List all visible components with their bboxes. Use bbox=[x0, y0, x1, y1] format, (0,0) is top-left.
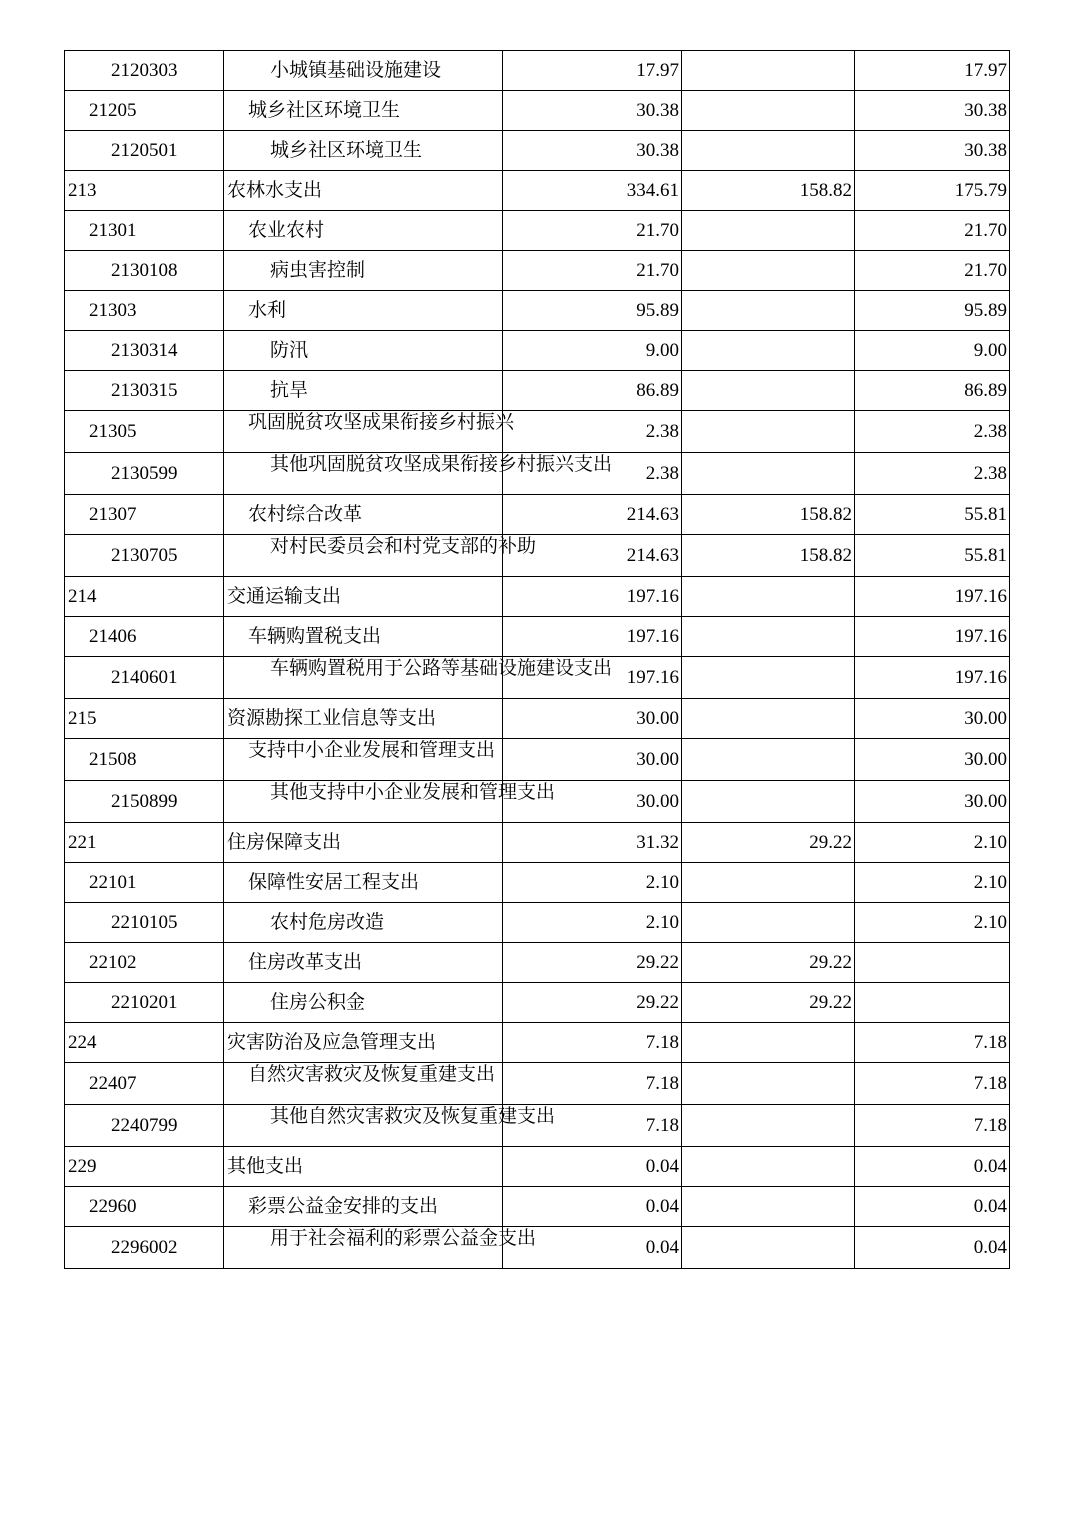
account-name-text: 对村民委员会和村党支部的补助 bbox=[270, 536, 537, 557]
account-name: 城乡社区环境卫生 bbox=[224, 91, 503, 131]
account-name: 车辆购置税支出 bbox=[224, 617, 503, 657]
basic-expenditure-amount bbox=[682, 699, 855, 739]
account-name bbox=[224, 1063, 503, 1105]
account-name: 彩票公益金安排的支出 bbox=[224, 1187, 503, 1227]
account-code: 215 bbox=[65, 699, 224, 739]
account-name: 农村危房改造 bbox=[224, 903, 503, 943]
table-row bbox=[65, 1227, 1010, 1269]
table-row bbox=[65, 331, 1010, 371]
basic-expenditure-amount: 29.22 bbox=[682, 943, 855, 983]
account-name: 农林水支出 bbox=[224, 171, 503, 211]
table-row bbox=[65, 51, 1010, 91]
total-amount: 30.00 bbox=[503, 781, 682, 823]
table-row bbox=[65, 211, 1010, 251]
project-expenditure-amount: 2.10 bbox=[855, 863, 1010, 903]
basic-expenditure-amount bbox=[682, 781, 855, 823]
account-name: 交通运输支出 bbox=[224, 577, 503, 617]
basic-expenditure-amount bbox=[682, 131, 855, 171]
account-code: 21303 bbox=[65, 291, 224, 331]
account-code: 2120501 bbox=[65, 131, 224, 171]
account-code: 21305 bbox=[65, 411, 224, 453]
account-code: 213 bbox=[65, 171, 224, 211]
table-row bbox=[65, 535, 1010, 577]
project-expenditure-amount: 2.10 bbox=[855, 823, 1010, 863]
basic-expenditure-amount bbox=[682, 1187, 855, 1227]
account-name: 其他支出 bbox=[224, 1147, 503, 1187]
total-amount: 0.04 bbox=[503, 1227, 682, 1269]
project-expenditure-amount: 197.16 bbox=[855, 617, 1010, 657]
account-name: 水利 bbox=[224, 291, 503, 331]
basic-expenditure-amount bbox=[682, 1227, 855, 1269]
table-row bbox=[65, 1105, 1010, 1147]
account-name: 保障性安居工程支出 bbox=[224, 863, 503, 903]
total-amount: 334.61 bbox=[503, 171, 682, 211]
account-code: 221 bbox=[65, 823, 224, 863]
account-name: 住房改革支出 bbox=[224, 943, 503, 983]
basic-expenditure-amount bbox=[682, 1063, 855, 1105]
table-row bbox=[65, 577, 1010, 617]
account-code: 2140601 bbox=[65, 657, 224, 699]
total-amount: 21.70 bbox=[503, 211, 682, 251]
table-row bbox=[65, 823, 1010, 863]
account-code: 2130314 bbox=[65, 331, 224, 371]
account-name: 农村综合改革 bbox=[224, 495, 503, 535]
table-row bbox=[65, 91, 1010, 131]
total-amount: 7.18 bbox=[503, 1023, 682, 1063]
table-row bbox=[65, 617, 1010, 657]
table-row bbox=[65, 781, 1010, 823]
project-expenditure-amount: 2.38 bbox=[855, 411, 1010, 453]
account-name: 灾害防治及应急管理支出 bbox=[224, 1023, 503, 1063]
project-expenditure-amount: 17.97 bbox=[855, 51, 1010, 91]
basic-expenditure-amount bbox=[682, 863, 855, 903]
account-name-text: 自然灾害救灾及恢复重建支出 bbox=[248, 1064, 496, 1085]
account-name: 资源勘探工业信息等支出 bbox=[224, 699, 503, 739]
basic-expenditure-amount bbox=[682, 331, 855, 371]
project-expenditure-amount: 0.04 bbox=[855, 1187, 1010, 1227]
table-row bbox=[65, 495, 1010, 535]
account-code: 224 bbox=[65, 1023, 224, 1063]
total-amount: 30.38 bbox=[503, 131, 682, 171]
account-code: 22101 bbox=[65, 863, 224, 903]
table-row bbox=[65, 699, 1010, 739]
project-expenditure-amount: 55.81 bbox=[855, 535, 1010, 577]
project-expenditure-amount: 175.79 bbox=[855, 171, 1010, 211]
account-code: 21508 bbox=[65, 739, 224, 781]
basic-expenditure-amount bbox=[682, 1147, 855, 1187]
table-row bbox=[65, 251, 1010, 291]
total-amount: 2.10 bbox=[503, 863, 682, 903]
project-expenditure-amount: 21.70 bbox=[855, 211, 1010, 251]
table-row bbox=[65, 657, 1010, 699]
project-expenditure-amount: 30.38 bbox=[855, 131, 1010, 171]
account-name bbox=[224, 535, 537, 577]
basic-expenditure-amount bbox=[682, 657, 855, 699]
account-code: 2130599 bbox=[65, 453, 224, 495]
basic-expenditure-amount bbox=[682, 453, 855, 495]
project-expenditure-amount: 30.38 bbox=[855, 91, 1010, 131]
table-row bbox=[65, 739, 1010, 781]
project-expenditure-amount: 30.00 bbox=[855, 739, 1010, 781]
account-name: 住房公积金 bbox=[224, 983, 503, 1023]
total-amount: 30.38 bbox=[503, 91, 682, 131]
project-expenditure-amount: 21.70 bbox=[855, 251, 1010, 291]
basic-expenditure-amount: 158.82 bbox=[682, 171, 855, 211]
account-code: 21406 bbox=[65, 617, 224, 657]
project-expenditure-amount bbox=[855, 943, 1010, 983]
account-name-text: 其他巩固脱贫攻坚成果衔接乡村振兴支出 bbox=[270, 454, 613, 475]
project-expenditure-amount: 0.04 bbox=[855, 1227, 1010, 1269]
table-row bbox=[65, 1187, 1010, 1227]
total-amount: 2.10 bbox=[503, 903, 682, 943]
total-amount: 197.16 bbox=[503, 617, 682, 657]
table-row bbox=[65, 983, 1010, 1023]
account-name-text: 用于社会福利的彩票公益金支出 bbox=[270, 1228, 537, 1249]
total-amount: 0.04 bbox=[503, 1187, 682, 1227]
basic-expenditure-amount: 158.82 bbox=[682, 535, 855, 577]
table-row bbox=[65, 943, 1010, 983]
basic-expenditure-amount bbox=[682, 739, 855, 781]
project-expenditure-amount: 7.18 bbox=[855, 1105, 1010, 1147]
total-amount: 197.16 bbox=[503, 577, 682, 617]
total-amount: 95.89 bbox=[503, 291, 682, 331]
total-amount: 0.04 bbox=[503, 1147, 682, 1187]
account-name-text: 其他支持中小企业发展和管理支出 bbox=[270, 782, 556, 803]
total-amount: 30.00 bbox=[503, 699, 682, 739]
total-amount: 2.38 bbox=[503, 453, 682, 495]
account-name-text: 支持中小企业发展和管理支出 bbox=[248, 740, 496, 761]
basic-expenditure-amount bbox=[682, 903, 855, 943]
account-name bbox=[224, 781, 556, 823]
total-amount: 7.18 bbox=[503, 1063, 682, 1105]
basic-expenditure-amount bbox=[682, 211, 855, 251]
table-row bbox=[65, 1147, 1010, 1187]
basic-expenditure-amount bbox=[682, 51, 855, 91]
account-code: 2130705 bbox=[65, 535, 224, 577]
basic-expenditure-amount bbox=[682, 1023, 855, 1063]
total-amount: 86.89 bbox=[503, 371, 682, 411]
account-name: 抗旱 bbox=[224, 371, 503, 411]
project-expenditure-amount: 197.16 bbox=[855, 657, 1010, 699]
account-code: 229 bbox=[65, 1147, 224, 1187]
account-code: 21301 bbox=[65, 211, 224, 251]
total-amount: 30.00 bbox=[503, 739, 682, 781]
project-expenditure-amount: 197.16 bbox=[855, 577, 1010, 617]
total-amount: 214.63 bbox=[503, 535, 682, 577]
account-name: 农业农村 bbox=[224, 211, 503, 251]
account-name: 城乡社区环境卫生 bbox=[224, 131, 503, 171]
table-row bbox=[65, 863, 1010, 903]
account-name: 病虫害控制 bbox=[224, 251, 503, 291]
total-amount: 29.22 bbox=[503, 943, 682, 983]
table-row bbox=[65, 1023, 1010, 1063]
basic-expenditure-amount: 29.22 bbox=[682, 823, 855, 863]
account-code: 2150899 bbox=[65, 781, 224, 823]
project-expenditure-amount: 30.00 bbox=[855, 699, 1010, 739]
total-amount: 197.16 bbox=[503, 657, 682, 699]
account-code: 21205 bbox=[65, 91, 224, 131]
project-expenditure-amount: 30.00 bbox=[855, 781, 1010, 823]
table-row bbox=[65, 1063, 1010, 1105]
table-row bbox=[65, 371, 1010, 411]
project-expenditure-amount: 55.81 bbox=[855, 495, 1010, 535]
account-name bbox=[224, 657, 613, 699]
total-amount: 21.70 bbox=[503, 251, 682, 291]
account-name: 防汛 bbox=[224, 331, 503, 371]
project-expenditure-amount: 86.89 bbox=[855, 371, 1010, 411]
account-code: 2210105 bbox=[65, 903, 224, 943]
account-code: 22407 bbox=[65, 1063, 224, 1105]
account-code: 2240799 bbox=[65, 1105, 224, 1147]
account-name bbox=[224, 411, 515, 453]
account-code: 2210201 bbox=[65, 983, 224, 1023]
account-name bbox=[224, 453, 613, 495]
project-expenditure-amount: 95.89 bbox=[855, 291, 1010, 331]
account-name-text: 巩固脱贫攻坚成果衔接乡村振兴 bbox=[248, 412, 515, 433]
account-code: 21307 bbox=[65, 495, 224, 535]
account-name bbox=[224, 1227, 537, 1269]
table-row bbox=[65, 291, 1010, 331]
project-expenditure-amount bbox=[855, 983, 1010, 1023]
basic-expenditure-amount bbox=[682, 291, 855, 331]
account-code: 2296002 bbox=[65, 1227, 224, 1269]
account-name-text: 其他自然灾害救灾及恢复重建支出 bbox=[270, 1106, 556, 1127]
basic-expenditure-amount bbox=[682, 91, 855, 131]
basic-expenditure-amount: 29.22 bbox=[682, 983, 855, 1023]
basic-expenditure-amount: 158.82 bbox=[682, 495, 855, 535]
table-row bbox=[65, 453, 1010, 495]
total-amount: 2.38 bbox=[503, 411, 682, 453]
total-amount: 9.00 bbox=[503, 331, 682, 371]
total-amount: 17.97 bbox=[503, 51, 682, 91]
total-amount: 7.18 bbox=[503, 1105, 682, 1147]
project-expenditure-amount: 2.10 bbox=[855, 903, 1010, 943]
table-row bbox=[65, 131, 1010, 171]
basic-expenditure-amount bbox=[682, 577, 855, 617]
account-code: 22960 bbox=[65, 1187, 224, 1227]
total-amount: 31.32 bbox=[503, 823, 682, 863]
basic-expenditure-amount bbox=[682, 251, 855, 291]
account-code: 2120303 bbox=[65, 51, 224, 91]
project-expenditure-amount: 7.18 bbox=[855, 1023, 1010, 1063]
project-expenditure-amount: 0.04 bbox=[855, 1147, 1010, 1187]
account-name bbox=[224, 739, 503, 781]
table-row bbox=[65, 411, 1010, 453]
total-amount: 214.63 bbox=[503, 495, 682, 535]
account-name bbox=[224, 1105, 556, 1147]
project-expenditure-amount: 7.18 bbox=[855, 1063, 1010, 1105]
account-name: 小城镇基础设施建设 bbox=[224, 51, 503, 91]
project-expenditure-amount: 2.38 bbox=[855, 453, 1010, 495]
table-body bbox=[65, 51, 1010, 1269]
total-amount: 29.22 bbox=[503, 983, 682, 1023]
account-code: 2130315 bbox=[65, 371, 224, 411]
table-row bbox=[65, 171, 1010, 211]
basic-expenditure-amount bbox=[682, 411, 855, 453]
project-expenditure-amount: 9.00 bbox=[855, 331, 1010, 371]
basic-expenditure-amount bbox=[682, 617, 855, 657]
basic-expenditure-amount bbox=[682, 1105, 855, 1147]
account-code: 214 bbox=[65, 577, 224, 617]
account-name: 住房保障支出 bbox=[224, 823, 503, 863]
basic-expenditure-amount bbox=[682, 371, 855, 411]
table-row bbox=[65, 903, 1010, 943]
account-code: 22102 bbox=[65, 943, 224, 983]
account-code: 2130108 bbox=[65, 251, 224, 291]
budget-table bbox=[64, 50, 1010, 1269]
account-name-text: 车辆购置税用于公路等基础设施建设支出 bbox=[270, 658, 613, 679]
